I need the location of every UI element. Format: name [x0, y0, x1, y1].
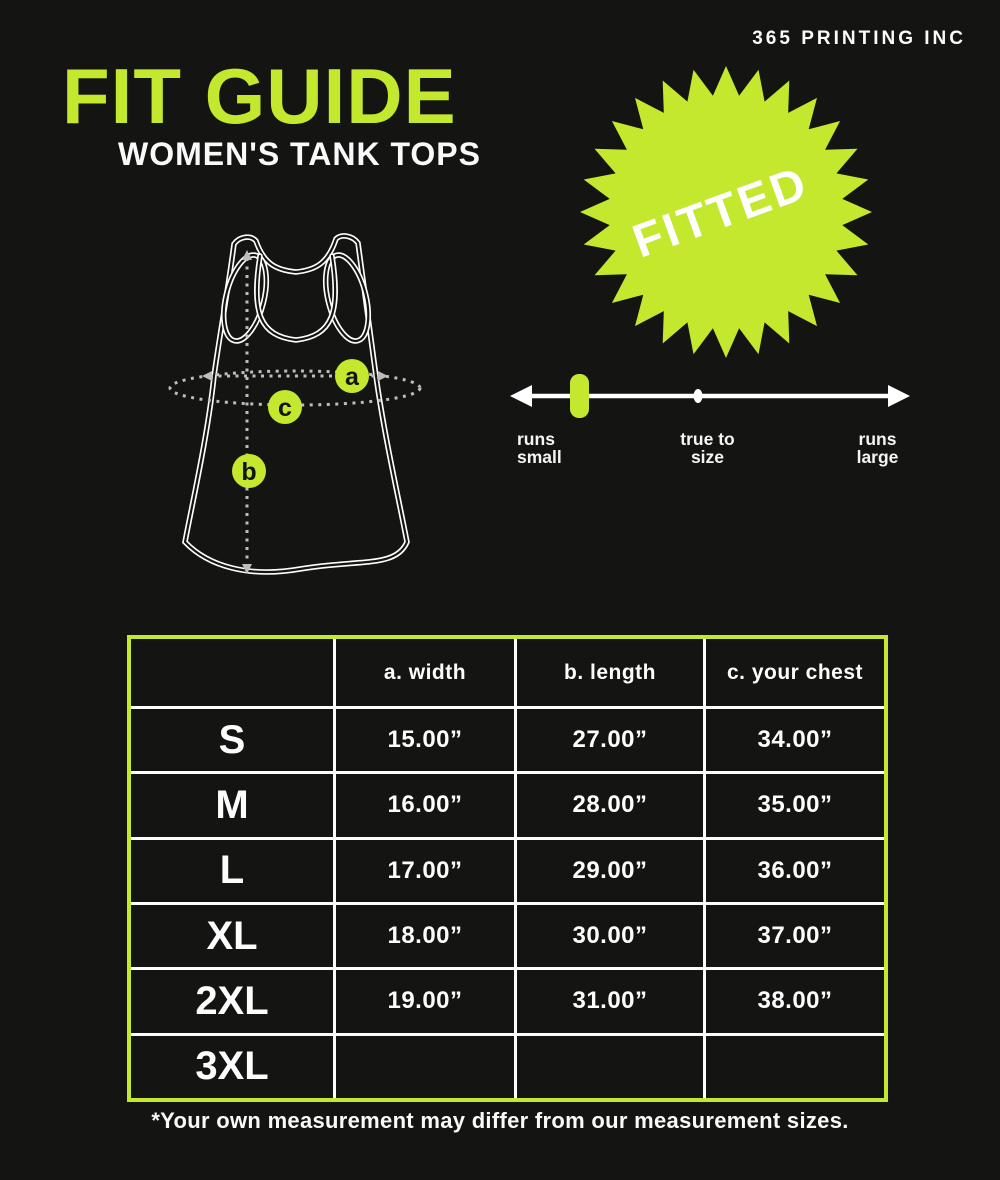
brand-text: 365 PRINTING INC	[752, 28, 966, 49]
scale-label-runs-small: runs small	[517, 429, 562, 467]
table-header-blank	[131, 639, 333, 706]
table-header-chest: c. your chest	[706, 639, 884, 706]
scale-label-true-to-size: true to size	[680, 429, 735, 467]
svg-text:c: c	[278, 394, 292, 422]
cell-value	[706, 1036, 884, 1098]
marker-a	[335, 359, 369, 393]
tank-top-diagram	[150, 228, 470, 593]
cell-value: 31.00”	[517, 970, 703, 1032]
svg-text:a: a	[345, 363, 359, 391]
cell-value: 35.00”	[706, 774, 884, 836]
page-title: FIT GUIDE	[62, 52, 457, 140]
row-size-label: M	[131, 774, 333, 836]
fit-indicator	[570, 374, 589, 418]
cell-value	[336, 1036, 514, 1098]
row-size-label: S	[131, 709, 333, 771]
scale-label-runs-large: runs large	[856, 429, 899, 467]
cell-value: 30.00”	[517, 905, 703, 967]
measurement-disclaimer: *Your own measurement may differ from our measurement sizes.	[151, 1108, 849, 1133]
cell-value: 37.00”	[706, 905, 884, 967]
marker-b	[232, 454, 266, 488]
cell-value: 28.00”	[517, 774, 703, 836]
row-size-label: L	[131, 840, 333, 902]
cell-value: 38.00”	[706, 970, 884, 1032]
cell-value: 19.00”	[336, 970, 514, 1032]
cell-value: 16.00”	[336, 774, 514, 836]
table-header-width: a. width	[336, 639, 514, 706]
cell-value: 15.00”	[336, 709, 514, 771]
svg-text:b: b	[241, 458, 257, 486]
cell-value: 17.00”	[336, 840, 514, 902]
fit-scale	[500, 368, 920, 423]
table-header-length: b. length	[517, 639, 703, 706]
fitted-badge	[580, 66, 872, 358]
true-to-size-tick	[694, 389, 703, 403]
row-size-label: 2XL	[131, 970, 333, 1032]
page-subtitle: WOMEN'S TANK TOPS	[118, 136, 481, 172]
cell-value: 18.00”	[336, 905, 514, 967]
marker-c	[268, 390, 302, 424]
row-size-label: XL	[131, 905, 333, 967]
cell-value: 27.00”	[517, 709, 703, 771]
length-measure-line	[242, 250, 252, 574]
cell-value	[517, 1036, 703, 1098]
cell-value: 34.00”	[706, 709, 884, 771]
cell-value: 36.00”	[706, 840, 884, 902]
size-table	[127, 635, 888, 1102]
cell-value: 29.00”	[517, 840, 703, 902]
row-size-label: 3XL	[131, 1036, 333, 1098]
badge-label: FITTED	[625, 155, 816, 268]
